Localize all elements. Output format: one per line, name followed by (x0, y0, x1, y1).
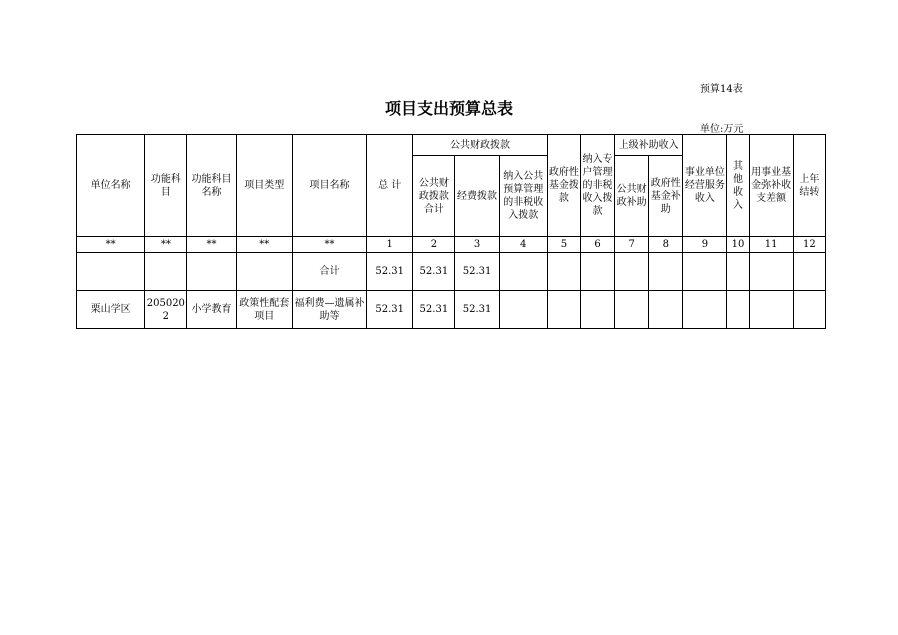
table-cell (580, 291, 614, 329)
index-cell: ** (187, 237, 236, 253)
header-public-finance: 公共财政拨款 (413, 135, 548, 156)
table-cell (727, 253, 749, 291)
total-label: 合计 (292, 253, 366, 291)
table-cell: 2050202 (145, 291, 187, 329)
header-func-code: 功能科目 (145, 135, 187, 237)
index-cell: 2 (413, 237, 455, 253)
table-cell (236, 253, 292, 291)
table-cell (547, 253, 580, 291)
header-total: 总 计 (367, 135, 413, 237)
index-cell: 3 (455, 237, 499, 253)
table-cell (649, 291, 683, 329)
table-cell (145, 253, 187, 291)
header-carryover: 上年结转 (793, 135, 825, 237)
index-cell: 5 (547, 237, 580, 253)
header-fund-diff: 用事业基金弥补收支差额 (749, 135, 793, 237)
table-cell (793, 291, 825, 329)
table-cell: 52.31 (367, 291, 413, 329)
index-cell: 10 (727, 237, 749, 253)
header-special-nontax: 纳入专户管理的非税收入拨款 (580, 135, 614, 237)
table-cell: 栗山学区 (77, 291, 145, 329)
table-cell: 52.31 (455, 253, 499, 291)
index-cell: 6 (580, 237, 614, 253)
table-cell (580, 253, 614, 291)
table-cell (499, 291, 547, 329)
total-row (77, 253, 826, 291)
index-cell: 11 (749, 237, 793, 253)
index-cell: ** (77, 237, 145, 253)
header-pf-subtotal: 公共财政拨款合计 (413, 156, 455, 237)
index-cell: 7 (615, 237, 649, 253)
table-cell (615, 253, 649, 291)
table-cell (77, 253, 145, 291)
header-project-type: 项目类型 (236, 135, 292, 237)
table-cell: 小学教育 (187, 291, 236, 329)
index-cell: 4 (499, 237, 547, 253)
table-cell: 52.31 (413, 253, 455, 291)
table-cell (547, 291, 580, 329)
table-cell (187, 253, 236, 291)
header-gov-fund: 政府性基金拨款 (547, 135, 580, 237)
header-funding: 经费拨款 (455, 156, 499, 237)
table-cell (727, 291, 749, 329)
table-cell (649, 253, 683, 291)
table-cell (499, 253, 547, 291)
header-other-income: 其他收入 (727, 135, 749, 237)
header-ss-gov-fund: 政府性基金补助 (649, 156, 683, 237)
index-cell: 8 (649, 237, 683, 253)
table-cell (683, 291, 727, 329)
table-cell (615, 291, 649, 329)
table-row (77, 291, 826, 329)
table-cell (683, 253, 727, 291)
table-cell: 52.31 (455, 291, 499, 329)
header-superior-subsidy: 上级补助收入 (615, 135, 683, 156)
header-business-income: 事业单位经营服务收入 (683, 135, 727, 237)
table-cell: 52.31 (413, 291, 455, 329)
page-title: 项目支出预算总表 (384, 99, 513, 118)
table-cell (793, 253, 825, 291)
budget-table (76, 134, 826, 329)
index-row (77, 237, 826, 253)
index-cell: ** (236, 237, 292, 253)
header-project-name: 项目名称 (292, 135, 366, 237)
table-cell: 52.31 (367, 253, 413, 291)
index-cell: 12 (793, 237, 825, 253)
unit-label: 单位:万元 (700, 124, 744, 135)
table-cell: 福利费—遗属补助等 (292, 291, 366, 329)
index-cell: ** (145, 237, 187, 253)
table-cell (749, 291, 793, 329)
form-number: 预算14表 (700, 84, 743, 95)
header-ss-public: 公共财政补助 (615, 156, 649, 237)
index-cell: ** (292, 237, 366, 253)
table-cell (749, 253, 793, 291)
header-unit-name: 单位名称 (77, 135, 145, 237)
index-cell: 9 (683, 237, 727, 253)
header-func-name: 功能科目名称 (187, 135, 236, 237)
table-cell: 政策性配套项目 (236, 291, 292, 329)
header-nontax: 纳入公共预算管理的非税收入拨款 (499, 156, 547, 237)
index-cell: 1 (367, 237, 413, 253)
